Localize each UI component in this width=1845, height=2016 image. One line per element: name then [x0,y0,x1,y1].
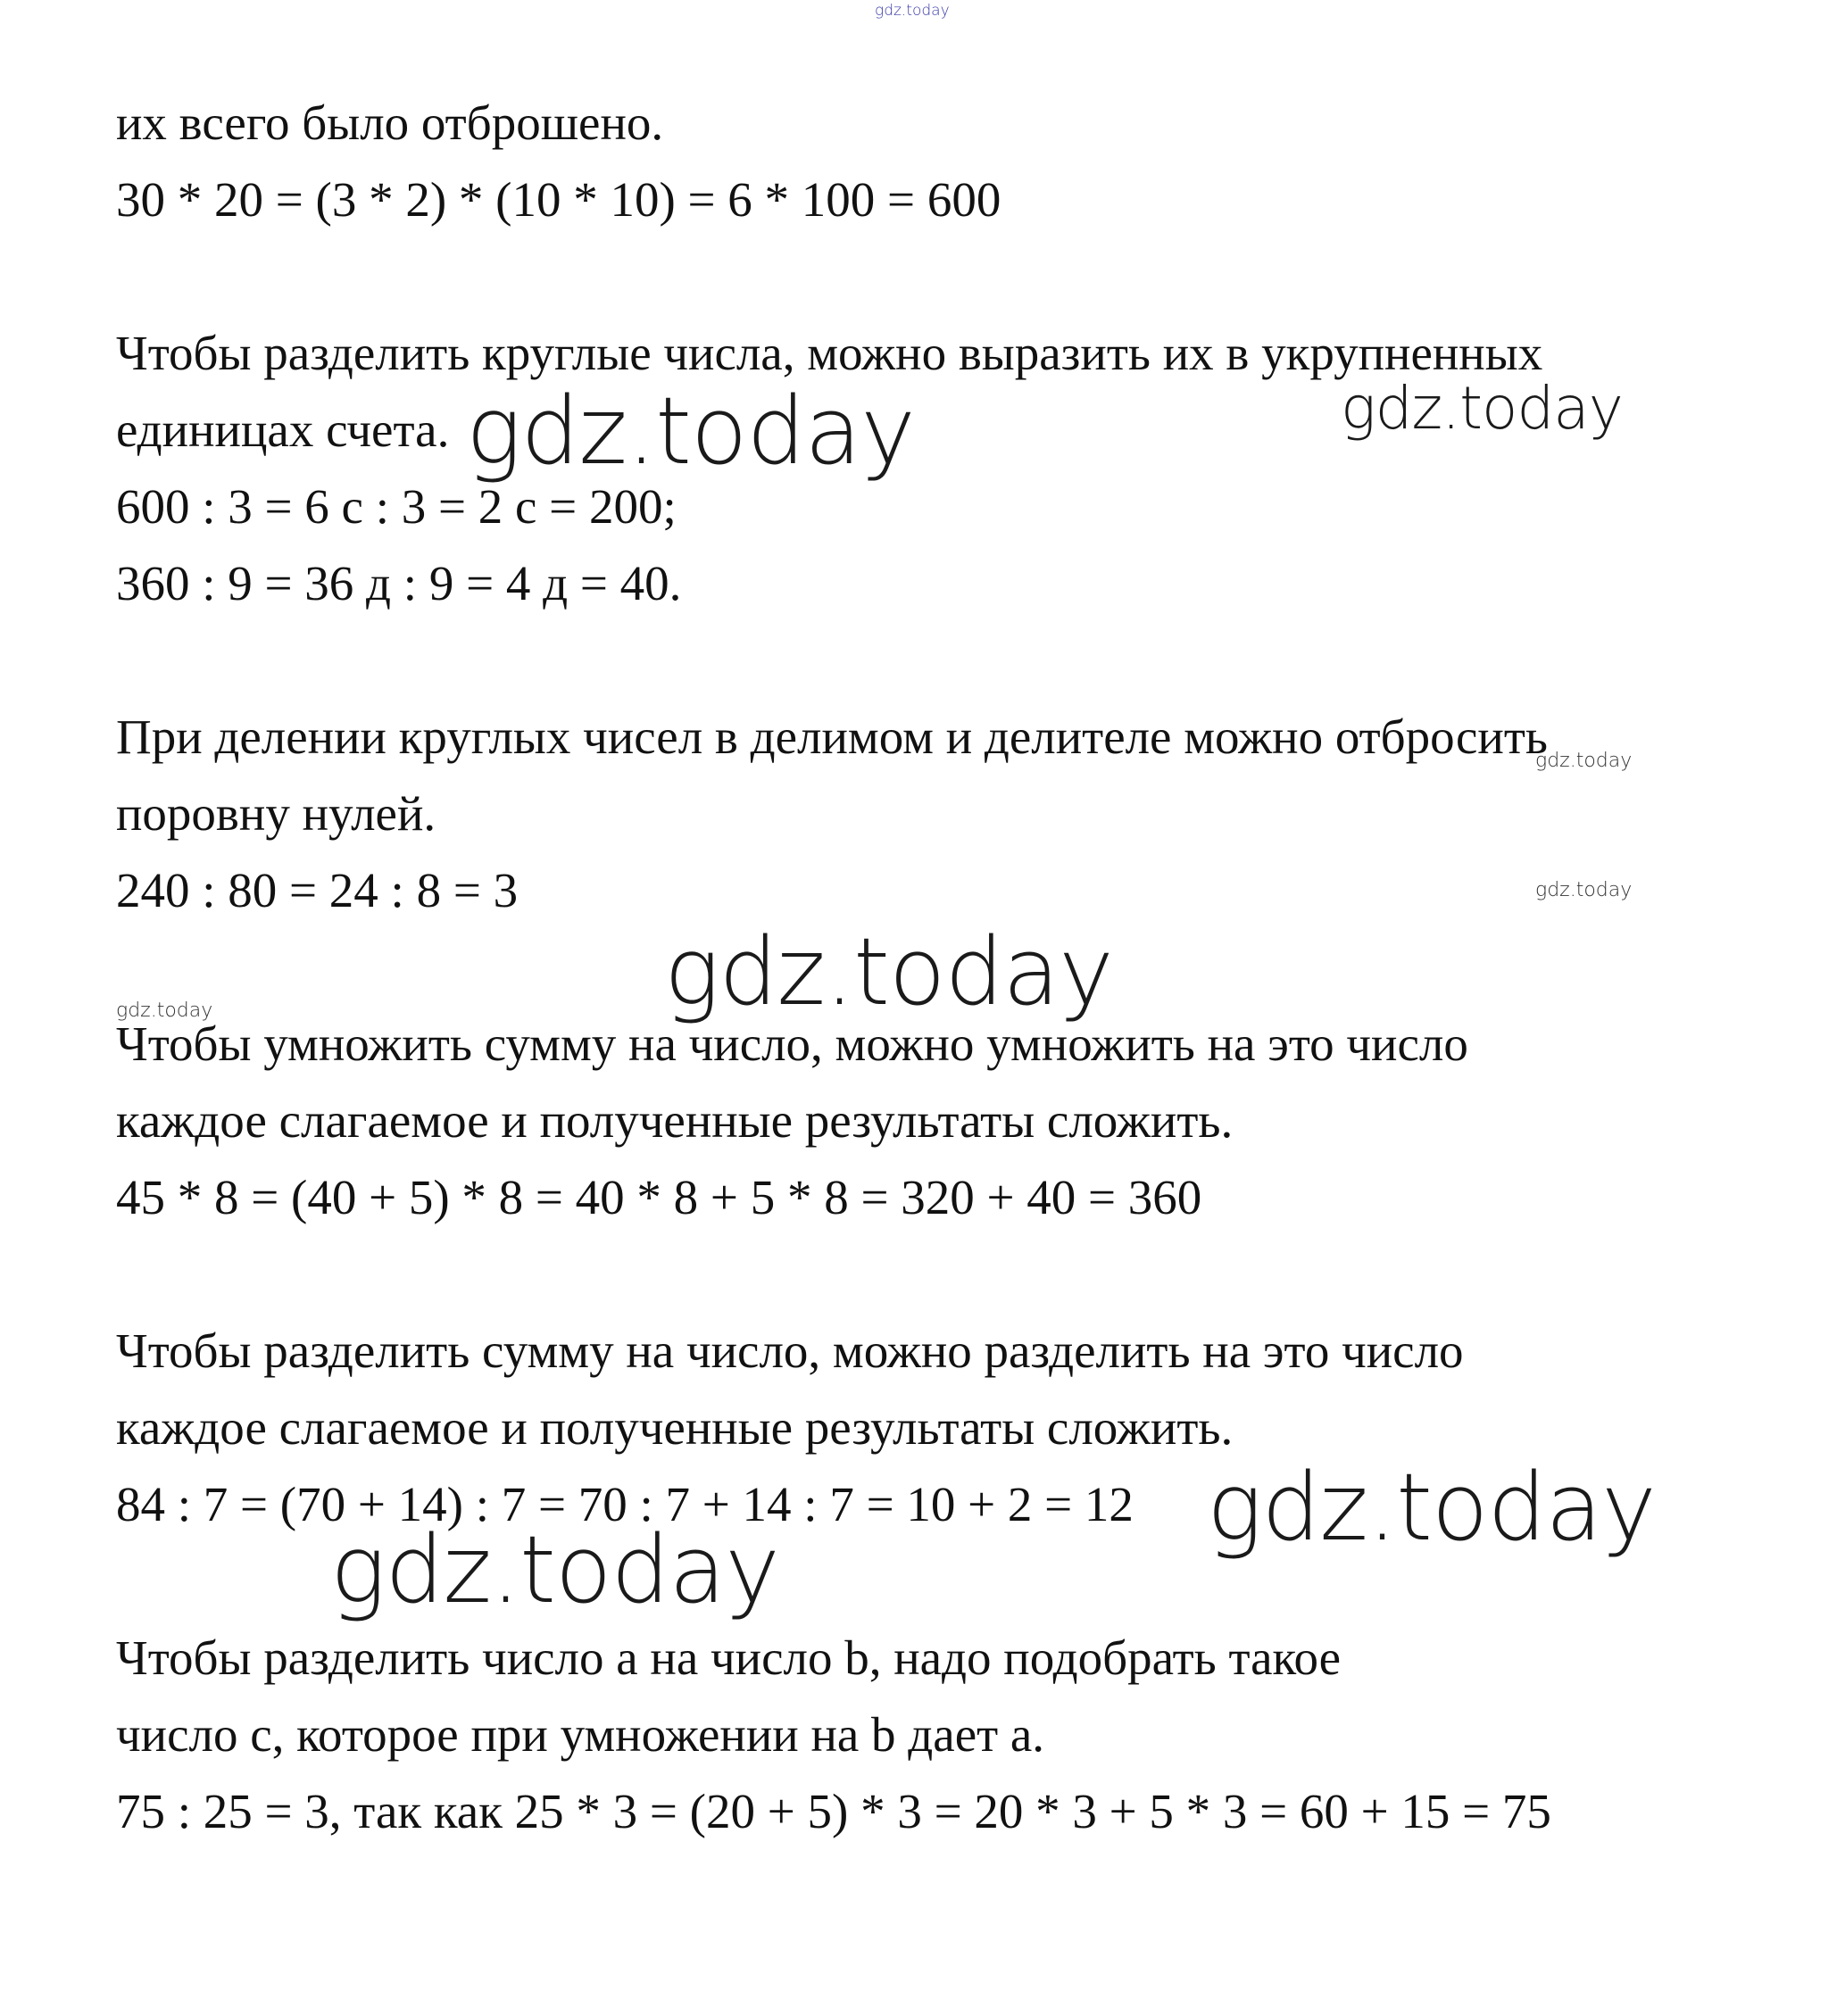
text-line-1: их всего было отброшено. [116,95,664,150]
watermark-small-1: gdz.today [1535,750,1633,772]
watermark-small-2: gdz.today [1535,879,1633,901]
formula-line-4: 240 : 80 = 24 : 8 = 3 [116,863,519,917]
text-line-3: единицах счета. [116,402,450,457]
watermark-top: gdz.today [875,2,950,20]
text-line-6: Чтобы умножить сумму на число, можно умножить на это число [116,1016,1468,1071]
watermark-small-3: gdz.today [116,1000,213,1022]
watermark-large-4: gdz.today [330,1515,779,1624]
formula-line-3: 360 : 9 = 36 д : 9 = 4 д = 40. [116,556,682,610]
formula-line-1: 30 * 20 = (3 * 2) * (10 * 10) = 6 * 100 = 600 [116,172,1001,227]
text-line-9: каждое слагаемое и полученные результаты сложить. [116,1400,1234,1455]
watermark-medium-1: gdz.today [1341,374,1623,443]
formula-line-5: 45 * 8 = (40 + 5) * 8 = 40 * 8 + 5 * 8 = 320 + 40 = 360 [116,1170,1202,1224]
formula-line-7: 75 : 25 = 3, так как 25 * 3 = (20 + 5) * 3 = 20 * 3 + 5 * 3 = 60 + 15 = 75 [116,1784,1551,1838]
text-line-11: число с, которое при умножении на b дает a. [116,1707,1045,1762]
text-line-5: поровну нулей. [116,786,436,841]
text-line-2: Чтобы разделить круглые числа, можно выразить их в укрупненных [116,326,1543,380]
text-line-7: каждое слагаемое и полученные результаты сложить. [116,1093,1234,1148]
text-line-4: При делении круглых чисел в делимом и делителе можно отбросить [116,709,1548,764]
text-line-10: Чтобы разделить число a на число b, надо подобрать такое [116,1630,1342,1685]
formula-line-6: 84 : 7 = (70 + 14) : 7 = 70 : 7 + 14 : 7 = 10 + 2 = 12 [116,1477,1134,1531]
watermark-large-3: gdz.today [1207,1453,1656,1562]
watermark-large-1: gdz.today [466,377,915,485]
watermark-large-2: gdz.today [664,917,1113,1026]
text-line-8: Чтобы разделить сумму на число, можно разделить на это число [116,1323,1464,1378]
formula-line-2: 600 : 3 = 6 с : 3 = 2 с = 200; [116,479,677,534]
